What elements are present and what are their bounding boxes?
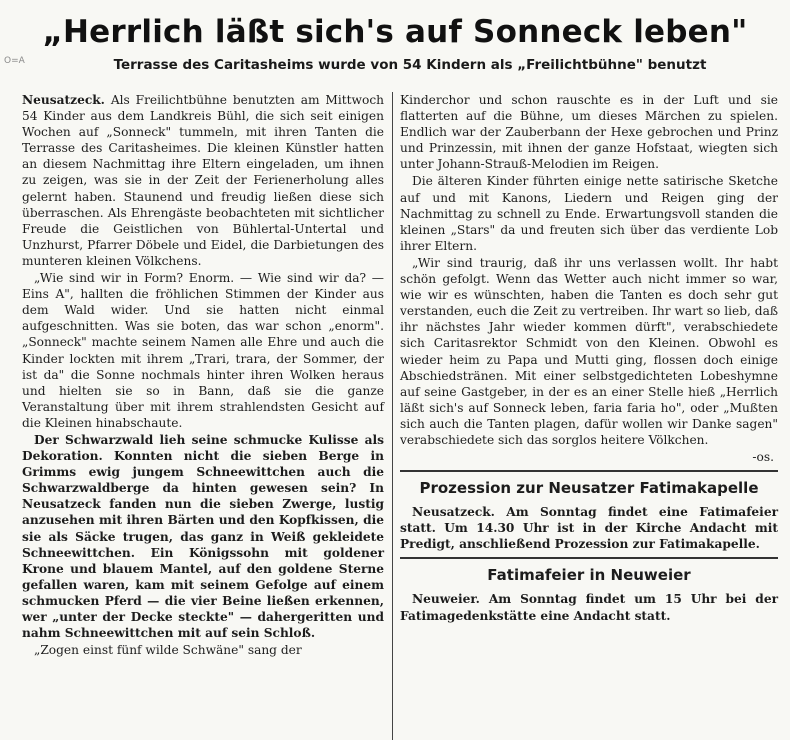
article-paragraph: Kinderchor und schon rauschte es in der Luft und sie flatterten auf die Bühne, um dieses Märchen zu spielen. Endlich war der Zauberbann der Hexe gebrochen und Prinz und Prinzessin, mit ihnen der ganze Hofstaat, wiegten sich unter Johann-Strauß-Melodien im Reigen. [400,93,778,172]
notice-text: Am Sonntag findet um 15 Uhr bei der Fatimagedenkstätte eine Andacht statt. [400,592,778,623]
paragraph-text: Als Freilichtbühne benutzten am Mittwoch 54 Kinder aus dem Landkreis Bühl, die sich seit einigen Wochen auf „Sonneck" tummeln, mit ihren Tanten die Terrasse des Caritasheimes. Die kleinen Künstler hatten an diesem Nachmittag ihre Eltern eingeladen, um ihnen zu zeigen, was sie in der Zeit der Ferienerholung alles gelernt haben. Staunend und freudig ließen diese sich überraschen. Als Ehrengäste beobachteten mit sichtlicher Freude die Geistlichen von Bühlertal-Untertal und Unzhurst, Pfarrer Döbele und Eidel, die Darbietungen des munteren kleinen Völkchens. [22,93,385,268]
article-paragraph [22,92,384,269]
article-subheadline: Terrasse des Caritasheims wurde von 54 Kindern als „Freilichtbühne" benutzt [113,57,707,73]
article-dateline: Neusatzeck. [22,93,105,107]
article-paragraph: Die älteren Kinder führten einige nette satirische Sketche auf und mit Kanons, Liedern und Reigen ging der Nachmittag zu schnell zu Ende. Erwartungsvoll standen die kleinen „Stars" da und freuten sich über das verdiente Lob ihrer Eltern. [400,174,778,253]
article-paragraph: „Zogen einst fünf wilde Schwäne" sang der [34,643,302,658]
section-divider [400,470,778,472]
section-divider [400,557,778,559]
notice-title-fatimafeier: Fatimafeier in Neuweier [487,566,691,585]
article-signature: -os. [752,450,774,465]
notice-title-prozession: Prozession zur Neusatzer Fatimakapelle [419,479,759,498]
article-paragraph: „Wir sind traurig, daß ihr uns verlassen wollt. Ihr habt schön gefolgt. Wenn das Wetter auch nicht immer so war, wie wir es wünschten, haben die Tanten es doch sehr gut verstanden, euch die Zeit zu vertreiben. Ihr wart so lieb, daß ihr nächstes Jahr wieder kommen dürft", verabschiedete sich Caritasrektor Schmidt von den Kleinen. Obwohl es wieder heim zu Papa und Mutti ging, flossen doch einige Abschiedstränen. Mit einer selbstgedichteten Lobeshymne auf seine Gastgeber, in der es an einer Stelle hieß „Herrlich läßt sich's auf Sonneck leben, faria faria ho", oder „Mußten sich auch die Tanten plagen, dafür wollen wir Danke sagen" verabschiedete sich das sorglos heitere Völkchen. [400,255,778,447]
article-column-left [22,92,384,659]
article-column-right [400,92,778,625]
article-headline: „Herrlich läßt sich's auf Sonneck leben" [42,14,748,50]
article-paragraph-bold: Der Schwarzwald lieh seine schmucke Kulisse als Dekoration. Konnten nicht die sieben Berge in Grimms ewig jungem Schneewittchen auch die Schwarzwaldberge da hinten gewesen sein? In Neusatzeck fanden nun die sieben Zwerge, lustig anzusehen mit ihren Bärten und den Kopfkissen, die sie als Säcke trugen, das ganz in Weiß gekleidete Schneewittchen. Ein Königssohn mit goldener Krone und blauem Mantel, auf den goldene Sterne gefallen waren, kam mit seinem Gefolge auf einem schmucken Pferd — die vier Beine ließen erkennen, wer „unter der Decke steckte" — dahergeritten und nahm Schneewittchen mit auf sein Schloß. [22,432,384,641]
margin-mark: O=A [4,56,25,66]
notice-text: Am Sonntag findet eine Fatimafeier statt. Um 14.30 Uhr ist in der Kirche Andacht mit Predigt, anschließend Prozession zur Fatimakapelle. [400,505,778,552]
notice-dateline: Neusatzeck. [412,505,495,520]
notice-body-prozession [400,504,778,552]
column-divider [392,92,393,740]
notice-dateline: Neuweier. [412,592,480,607]
article-paragraph: „Wie sind wir in Form? Enorm. — Wie sind wir da? — Eins A", hallten die fröhlichen Stimmen der Kinder aus dem Wald wider. Und sie hatten nicht einmal aufgeschnitten. Was sie boten, das war schon „enorm". „Sonneck" machte seinem Namen alle Ehre und auch die Kinder lockten mit ihrem „Trari, trara, der Sommer, der ist da" die Sonne nochmals hinter ihren Wolken heraus und hielten sie so in Bann, daß sie die ganze Veranstaltung über mit ihrem strahlendsten Gesicht auf die Kleinen hinabschaute. [22,271,384,430]
notice-body-fatimafeier [400,591,778,623]
